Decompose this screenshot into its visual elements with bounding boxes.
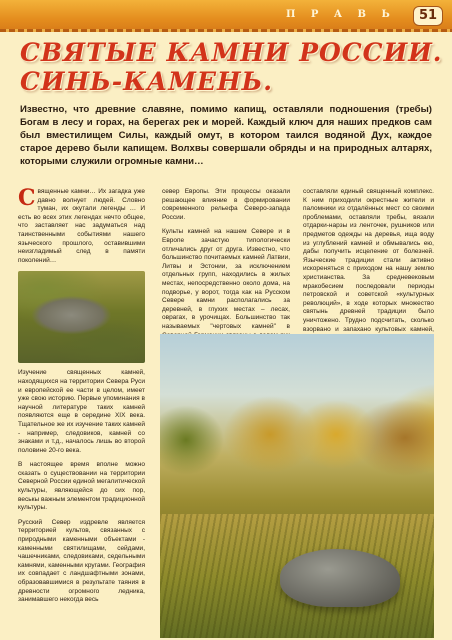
paragraph: Изучение священных камней, находящихся на территории Севера Руси и европейской ее части в целом, имеет уже свою историю. Первые упоминания в научной литературе таких камней появляются еще в середине XIX века. Тщательное же их изучение таких камней - например, следовиков, камней со знаками и т.д., началось лишь во второй половине 20-го века.	[18, 369, 145, 454]
section-name: П Р А В Ь	[286, 9, 396, 20]
intro-paragraph	[18, 185, 145, 265]
paragraph: Культы камней на нашем Севере и в Европе зачастую типологически отличались друг от друга. Известно, что большинство почитаемых камней Латвии, Литвы и Эстонии, за исключением отдельных групп, находились в жилых местах, непосредственно около дома, на подворье, у ворот, тогда как на Русском Севере камни располагались за деревней, в глухих местах – лесах, оврагах, в урочищах. Большинство так называемых "чертовых камней" в	[162, 228, 290, 330]
title-line-2: СИНЬ-КАМЕНЬ.	[20, 67, 273, 96]
drop-cap: С	[18, 185, 36, 211]
page-number: 51	[413, 6, 443, 26]
stone-photo	[18, 271, 145, 363]
paragraph: Русский Север издревле является территорией культов, связанных с природными каменными объектами - каменными святилищами, сейдами, чашечниками, следовиками, седельными камнями, каменными кругами. География их совпадает с ландшафтными зонами, образовавшимися в результате таяния в древности огромного ледника, занимавшего некогда весь	[18, 518, 145, 604]
paragraph: север Европы. Эти процессы оказали решающее влияние в формировании современного рельефа Северо-запада России.	[162, 188, 290, 221]
column-1	[18, 185, 145, 611]
paragraph: составляли единый священный комплекс. К ним приходили окрестные жители и паломники из отдалённых мест со своими проблемами, оставляли требы, вязали отдарки-нарзы из ленточек, рушников или предметов одежды на деревья, ища воду из углублений камней и обмывались ею, дабы получить исцеление от болезней. Языческие традиции стали активно искореняться с приходом на нашу землю христианства. За средневековым мракобесием последовали периоды петровской и советской «культурных революций», в ходе которых множество святынь древней традиции было уничтожено. Трудно подсчитать, сколько взорвано и запахано культовых камней,	[303, 188, 434, 333]
lead-paragraph: Известно, что древние славяне, помимо капищ, оставляли подношения (требы) Богам в лесу и горах, на берегах рек и морей. Каждый ключ для наших предков сам был вместилищем Силы, каждый омут, в котором таился водяной Дух, каждое старое дерево были капищем. Волхвы совершали обряды и на природных алтарях, которыми служили огромные камни…	[20, 104, 432, 167]
sacred-stone	[280, 549, 400, 607]
field-stone-photo	[160, 334, 434, 638]
article-title	[20, 38, 443, 96]
paragraph: В настоящее время вполне можно сказать о существовании на территории Северной России единой мегалитической культуры, являющейся до сих пор, веськы важным элементом традиционной культуры.	[18, 461, 145, 512]
header-bar	[0, 0, 452, 32]
intro-text: вященные камни… Их загадка уже давно волнует людей. Словно туман, их окутали легенды … И есть во всех этих легендах нечто общее, что заставляет нас задуматься над таинственными событиями нашего языческого прошлого, оставившими неизгладимый след в памяти поколений…	[18, 188, 145, 264]
title-line-1: СВЯТЫЕ КАМНИ РОССИИ.	[20, 38, 443, 67]
autumn-trees	[160, 374, 434, 484]
